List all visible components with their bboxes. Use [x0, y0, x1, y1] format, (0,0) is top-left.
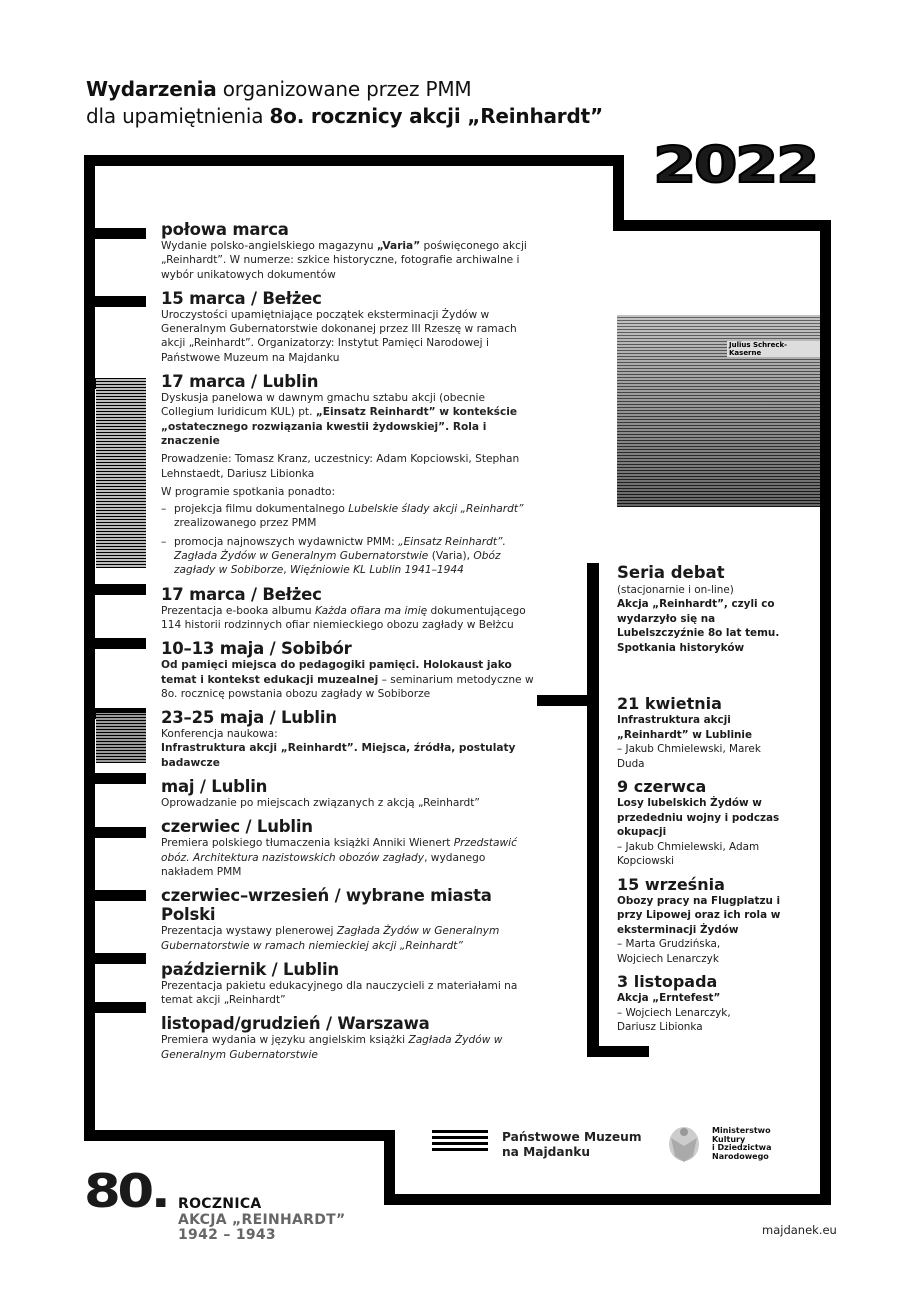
event-item: [161, 220, 541, 282]
archival-photo-left-2: [96, 713, 146, 763]
debate-date: 15 września: [617, 874, 725, 894]
event-date-place: połowa marca: [161, 220, 289, 239]
building-sign: Julius Schreck-Kaserne: [727, 341, 820, 357]
website-link[interactable]: majdanek.eu: [762, 1223, 837, 1237]
debate-topic: Losy lubelskich Żydów w przededniu wojny i podczas okupacji: [617, 797, 780, 838]
title-bold: Wydarzenia: [86, 77, 217, 101]
event-date-place: czerwiec / Lublin: [161, 817, 313, 837]
event-date-place: 15 marca / Bełżec: [161, 288, 322, 308]
event-bullet: – promocja najnowszych wydawnictw PMM: „Einsatz Reinhardt”. Zagłada Żydów w Generalnym Gubernatorstwie (Varia), Obóz zagłady w Sobiborze, Więźniowie KL Lublin 1941–1944: [161, 535, 541, 578]
pmm-logo-icon: [432, 1130, 488, 1154]
event-item: [161, 639, 541, 701]
event-item: [161, 960, 541, 1008]
debate-item: [617, 875, 817, 967]
debate-date: 21 kwietnia: [617, 694, 722, 713]
pmm-name: Państwowe Muzeum na Majdanku: [502, 1130, 642, 1159]
year-label: 2022: [653, 136, 817, 194]
event-date-place: 23–25 maja / Lublin: [161, 708, 337, 728]
event-description: Konferencja naukowa: Infrastruktura akcji „Reinhardt”. Miejsca, źródła, postulaty badawcze: [161, 728, 516, 769]
event-item: [161, 817, 541, 879]
event-description: Prezentacja wystawy plenerowej Zagłada Żydów w Generalnym Gubernatorstwie w ramach niemieckiej akcji „Reinhardt”: [161, 925, 500, 952]
debate-series: [617, 563, 817, 1041]
debate-topic: Infrastruktura akcji „Reinhardt” w Lublinie: [617, 714, 753, 741]
debate-speakers: – Jakub Chmielewski, Adam Kopciowski: [617, 840, 760, 867]
event-date-place: 17 marca / Lublin: [161, 372, 319, 392]
debate-series-subtitle: (stacjonarnie i on-line): [617, 584, 734, 596]
event-note: Prowadzenie: Tomasz Kranz, uczestnicy: Adam Kopciowski, Stephan Lehnstaedt, Dariusz Libionka: [161, 453, 520, 480]
debate-speakers: – Wojciech Lenarczyk, Dariusz Libionka: [617, 1006, 731, 1033]
event-item: [161, 585, 541, 633]
ministry-name: Ministerstwo Kultury i Dziedzictwa Narodowego: [712, 1126, 772, 1161]
events-list: [161, 220, 541, 1069]
event-item: [161, 1014, 541, 1062]
event-item: [161, 886, 541, 953]
event-note: W programie spotkania ponadto:: [161, 485, 336, 498]
debate-speakers: – Jakub Chmielewski, Marek Duda: [617, 743, 761, 770]
debate-date: 9 czerwca: [617, 777, 707, 796]
event-description: Wydanie polsko-angielskiego magazynu „Varia” poświęconego akcji „Reinhardt”. W numerze: szkice historyczne, fotografie archiwalne i wybór unikatowych dokumentów: [161, 240, 527, 281]
event-date-place: listopad/grudzień / Warszawa: [161, 1014, 430, 1034]
event-description: Oprowadzanie po miejscach związanych z akcją „Reinhardt”: [161, 797, 480, 810]
event-date-place: 17 marca / Bełżec: [161, 584, 322, 604]
event-description: Prezentacja pakietu edukacyjnego dla nauczycieli z materiałami na temat akcji „Reinhardt”: [161, 979, 518, 1007]
event-description: Dyskusja panelowa w dawnym gmachu sztabu akcji (obecnie Collegium Iuridicum KUL) pt. „Einsatz Reinhardt” w kontekście „ostatecznego rozwiązania kwestii żydowskiej”. Rola i znaczenie: [161, 392, 518, 447]
event-bullet: – projekcja filmu dokumentalnego Lubelskie ślady akcji „Reinhardt” zrealizowanego przez PMM: [161, 502, 541, 531]
event-description: Uroczystości upamiętniające początek eksterminacji Żydów w Generalnym Gubernatorstwie dokonanej przez III Rzeszę w ramach akcji „Reinhardt”. Organizatorzy: Instytut Pamięci Narodowej i Państwowe Muzeum na Majdanku: [161, 308, 517, 364]
debate-series-title: Seria debat: [617, 563, 725, 582]
debate-date: 3 listopada: [617, 972, 718, 991]
debate-item: [617, 972, 817, 1035]
event-item: [161, 289, 541, 365]
event-item: [161, 777, 541, 810]
debate-topic: Obozy pracy na Flugplatzu i przy Lipowej oraz ich rola w eksterminacji Żydów: [617, 894, 781, 936]
debate-item: [617, 777, 817, 869]
event-date-place: październik / Lublin: [161, 959, 339, 979]
event-date-place: maj / Lublin: [161, 777, 268, 797]
debate-series-description: Akcja „Reinhardt”, czyli co wydarzyło się na Lubelszczyźnie 8o lat temu. Spotkania historyków: [617, 598, 780, 654]
archival-photo-left-1: [96, 378, 146, 568]
debate-speakers: – Marta Grudzińska, Wojciech Lenarczyk: [617, 938, 721, 965]
archival-photo-building: [617, 315, 820, 507]
anniversary-number: 80.: [84, 1164, 168, 1218]
debate-item: [617, 694, 817, 771]
page-title: Wydarzenia organizowane przez PMM dla upamiętnienia 8o. rocznicy akcji „Reinhardt”: [86, 77, 603, 128]
event-date-place: 10–13 maja / Sobibór: [161, 639, 352, 659]
event-description: Od pamięci miejsca do pedagogiki pamięci. Holokaust jako temat i kontekst edukacji muzealnej – seminarium metodyczne w 8o. rocznicę powstania obozu zagłady w Sobiborze: [161, 659, 534, 700]
anniversary-label: ROCZNICA AKCJA „REINHARDT” 1942 – 1943: [178, 1196, 346, 1243]
debate-topic: Akcja „Erntefest”: [617, 992, 721, 1004]
event-date-place: czerwiec–wrzesień / wybrane miasta Polski: [161, 886, 492, 925]
event-description: Premiera wydania w języku angielskim książki Zagłada Żydów w Generalnym Gubernatorstwie: [161, 1034, 503, 1061]
event-item: [161, 708, 541, 770]
polish-eagle-icon: [667, 1124, 701, 1164]
event-description: Premiera polskiego tłumaczenia książki Anniki Wienert Przedstawić obóz. Architektura nazistowskich obozów zagłady, wydanego nakładem PMM: [161, 837, 517, 878]
event-item: [161, 372, 541, 578]
event-description: Prezentacja e-booka albumu Każda ofiara ma imię dokumentującego 114 historii rodzinnych ofiar niemieckiego obozu zagłady w Bełżcu: [161, 604, 526, 631]
